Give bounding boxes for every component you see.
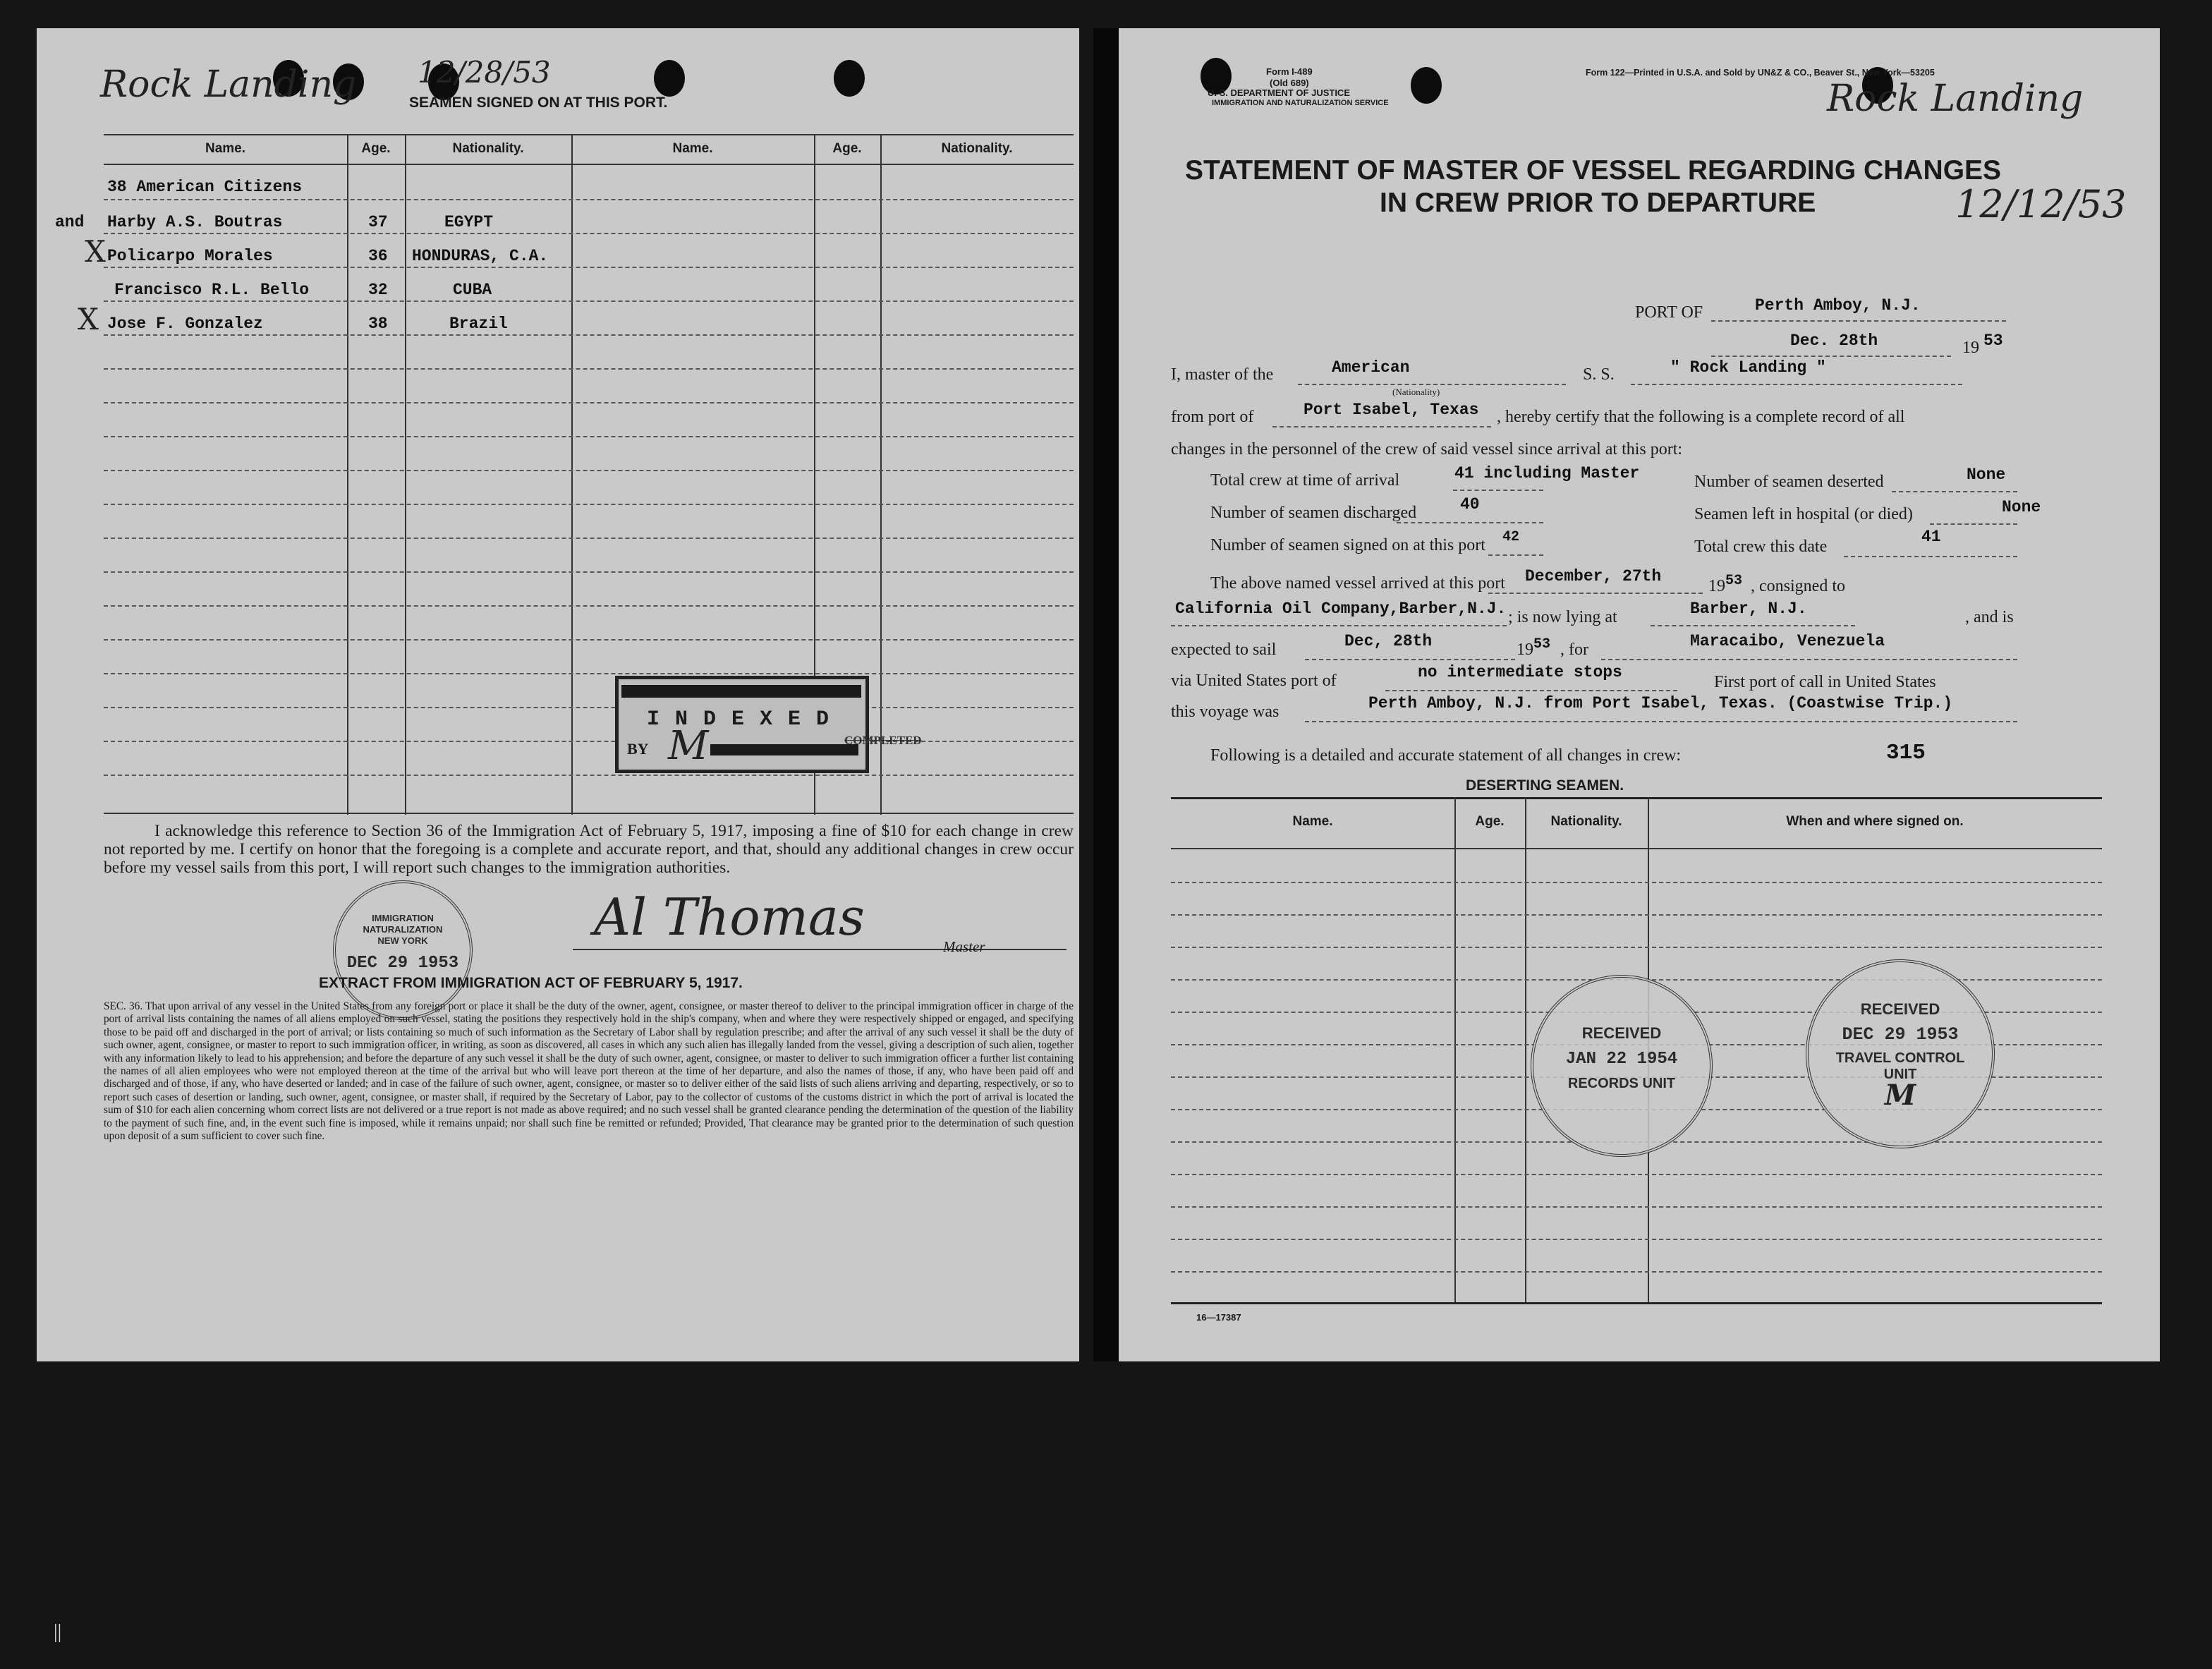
form-number: Form I-489 [1266, 66, 1313, 77]
consigned-label: , consigned to [1751, 577, 1845, 595]
from-port-label: from port of [1171, 408, 1254, 426]
nationality-value: American [1332, 358, 1410, 377]
check-mark: X [78, 302, 99, 336]
total-crew-arrival-label: Total crew at time of arrival [1210, 471, 1400, 490]
ss-label: S. S. [1583, 365, 1615, 384]
col-header-age-2: Age. [832, 141, 862, 156]
expected-label: expected to sail [1171, 641, 1277, 659]
certify-text: , hereby certify that the following is a complete record of all [1497, 408, 1905, 426]
from-port-value: Port Isabel, Texas [1304, 401, 1479, 419]
seaman-nationality: Brazil [449, 315, 508, 333]
handwritten-vessel-name: Rock Landing [1827, 78, 2084, 120]
year-prefix: 19 [1962, 339, 1979, 357]
via-port-value: no intermediate stops [1418, 663, 1622, 681]
seaman-name: 38 American Citizens [107, 178, 303, 196]
footer-code: 16—17387 [1196, 1312, 1241, 1323]
voyage-value: Perth Amboy, N.J. from Port Isabel, Texas. (Coastwise Trip.) [1368, 694, 1953, 712]
seaman-nationality: EGYPT [444, 213, 494, 231]
expected-date: Dec, 28th [1344, 632, 1433, 650]
section-36-text: SEC. 36. That upon arrival of any vessel in the United States from any foreign port or place it shall be the duty of the owner, agent, consignee, or master thereof to deliver to the principal immigration officer in charge of the port of arrival lists containing the names of all aliens employed on such vessel, stating the positions they respectively hold in the ship's company, when and where they were respectively shipped or engaged, and specifying those to be paid off and discharged in the port of arrival; or lists containing so much of such information as the Secretary of Labor shall by regulation prescribe; and after the arrival of any such vessel it shall be the duty of such owner, agent, consignee, or master to report to such immigration officer, in writing, as soon as discovered, all cases in which any such alien has illegally landed from the vessel, giving a description of such alien, together with any information likely to lead to his apprehension; and before the departure of any such vessel it shall be the duty of such owner, agent, consignee, or master to deliver to such immigration officer a further list containing the names of all alien employees who were not employed thereon at the time of the arrival but who will leave port thereon at the time of her departure, and also the names of those, if any, who have been paid off and discharged and of those, if any, who have deserted or landed; and in case of the failure of such owner, agent, consignee, or master so to deliver either of the said lists of such aliens arriving and departing, respectively, or so to report such cases of desertion or landing, such owner, agent, consignee, or master shall, if required by the Secretary of Labor, pay to the collector of customs of the customs district in which the port of arrival is located the sum of $10 for each alien concerning whom correct lists are not delivered or a true report is not made as above required; and no such vessel shall be granted clearance pending the determination of the question of the liability to the payment of such fine, and, in the event such fine is imposed, while it remains unpaid; nor shall such fine be remitted or refunded; Provided, That clearance may be granted prior to the determination of such question upon deposit of a sum sufficient to cover such fine. [104, 1000, 1074, 1143]
seal-initials: M [1884, 1079, 1916, 1112]
row-prefix: and [55, 213, 85, 231]
section-title: SEAMEN SIGNED ON AT THIS PORT. [409, 95, 668, 111]
total-crew-date-value: 41 [1921, 528, 1941, 546]
form-old-number: (Old 689) [1270, 78, 1309, 88]
for-label: , for [1560, 641, 1588, 659]
changes-text: changes in the personnel of the crew of said vessel since arrival at this port: [1171, 440, 1683, 459]
nationality-caption: (Nationality) [1392, 387, 1440, 397]
seaman-nationality: CUBA [453, 281, 492, 299]
indexed-label: INDEXED [647, 708, 845, 732]
col-header-age: Age. [361, 141, 391, 156]
col-header-name: Name. [1292, 814, 1333, 829]
date-value: Dec. 28th [1790, 332, 1878, 350]
department: U. S. DEPARTMENT OF JUSTICE [1208, 87, 1350, 98]
acknowledgement-text: I acknowledge this reference to Section 36 of the Immigration Act of February 5, 1917, imposing a fine of $10 for each change in crew not reported by me. I certify on honor that the foregoing is a complete and accurate report, and that, should any additional changes in crew occur before my vessel sails from this port, I will report such changes to the immigration authorities. [104, 822, 1074, 877]
seaman-age: 37 [368, 213, 388, 231]
handwritten-vessel-name: Rock Landing [100, 63, 357, 106]
col-header-age: Age. [1475, 814, 1505, 829]
changes-count: 315 [1886, 741, 1926, 765]
master-signature: Al Thomas [594, 887, 865, 947]
left-page [37, 28, 1079, 1361]
total-crew-date-label: Total crew this date [1694, 538, 1828, 556]
and-is-label: , and is [1965, 608, 2014, 626]
via-label: via United States port of [1171, 672, 1337, 690]
signed-on-label: Number of seamen signed on at this port [1210, 536, 1485, 554]
col-header-nationality-2: Nationality. [941, 141, 1013, 156]
right-page [1093, 28, 2160, 1361]
following-label: Following is a detailed and accurate statement of all changes in crew: [1210, 746, 1682, 765]
extract-title: EXTRACT FROM IMMIGRATION ACT OF FEBRUARY 5, 1917. [319, 975, 743, 991]
completed-stamp: COMPLETED [844, 734, 922, 747]
col-header-name-2: Name. [672, 141, 713, 156]
punch-hole [834, 60, 865, 97]
expected-year-prefix: 19 [1517, 641, 1533, 659]
seaman-age: 32 [368, 281, 388, 299]
year-suffix: 53 [1983, 332, 2003, 350]
col-header-nationality: Nationality. [1550, 814, 1622, 829]
total-crew-arrival-value: 41 including Master [1454, 464, 1640, 483]
seamen-deserted-value: None [1967, 466, 2006, 484]
seamen-hospital-label: Seamen left in hospital (or died) [1694, 505, 1913, 523]
arrived-label: The above named vessel arrived at this port [1210, 574, 1505, 593]
seamen-discharged-label: Number of seamen discharged [1210, 504, 1417, 522]
seaman-age: 36 [368, 247, 388, 265]
col-header-signed-on: When and where signed on. [1786, 814, 1964, 829]
records-unit-seal: RECEIVED JAN 22 1954 RECORDS UNIT [1531, 975, 1713, 1157]
signed-on-value: 42 [1502, 529, 1520, 545]
seaman-name: Francisco R.L. Bello [114, 281, 310, 299]
seaman-nationality: HONDURAS, C.A. [412, 247, 549, 265]
arrived-year-suffix: 53 [1725, 573, 1743, 589]
seamen-discharged-value: 40 [1460, 495, 1480, 514]
travel-control-seal: RECEIVED DEC 29 1953 TRAVEL CONTROL UNIT M [1806, 959, 1995, 1148]
indexed-stamp [615, 676, 869, 773]
indexed-initials: M [668, 723, 709, 769]
immigration-seal: IMMIGRATION NATURALIZATION NEW YORK DEC 29 1953 [333, 880, 473, 1020]
form-title-line2: IN CREW PRIOR TO DEPARTURE [1380, 188, 1816, 218]
service: IMMIGRATION AND NATURALIZATION SERVICE [1212, 99, 1389, 107]
expected-year-suffix: 53 [1533, 636, 1551, 653]
indexed-by: BY [627, 740, 649, 758]
punch-hole [654, 60, 685, 97]
seaman-age: 38 [368, 315, 388, 333]
lying-at-value: Barber, N.J. [1690, 600, 1807, 618]
check-mark: X [85, 234, 106, 269]
seaman-name: Jose F. Gonzalez [107, 315, 263, 333]
col-header-nationality: Nationality. [452, 141, 524, 156]
consignee-value: California Oil Company,Barber,N.J. [1175, 600, 1507, 618]
col-header-name: Name. [205, 141, 246, 156]
records-seal-date: JAN 22 1954 [1565, 1050, 1678, 1069]
handwritten-date: 12/12/53 [1955, 182, 2127, 226]
arrived-date: December, 27th [1525, 567, 1662, 585]
handwritten-date: 12/28/53 [418, 55, 551, 90]
destination-value: Maracaibo, Venezuela [1690, 632, 1885, 650]
lying-label: ; is now lying at [1508, 608, 1617, 626]
voyage-label: this voyage was [1171, 703, 1280, 721]
seamen-hospital-value: None [2002, 498, 2041, 516]
seal-date: DEC 29 1953 [346, 954, 459, 973]
form-title-line1: STATEMENT OF MASTER OF VESSEL REGARDING CHANGES [1185, 155, 2002, 186]
port-of-value: Perth Amboy, N.J. [1755, 296, 1921, 315]
deserting-title: DESERTING SEAMEN. [1466, 777, 1624, 794]
printer-line: Form 122—Printed in U.S.A. and Sold by UN&Z & CO., Beaver St., New York—53205 [1586, 68, 1935, 78]
master-of-label: I, master of the [1171, 365, 1274, 384]
arrived-year-prefix: 19 [1708, 577, 1725, 595]
first-port-label: First port of call in United States [1714, 673, 1936, 691]
master-label: Master [943, 938, 985, 955]
travel-seal-date: DEC 29 1953 [1842, 1024, 1959, 1045]
seamen-deserted-label: Number of seamen deserted [1694, 473, 1884, 491]
punch-hole [1411, 67, 1442, 104]
port-of-label: PORT OF [1635, 303, 1703, 322]
vessel-name: " Rock Landing " [1670, 358, 1826, 377]
seaman-name: Harby A.S. Boutras [107, 213, 283, 231]
film-mark: || [54, 1621, 62, 1643]
seaman-name: Policarpo Morales [107, 247, 273, 265]
